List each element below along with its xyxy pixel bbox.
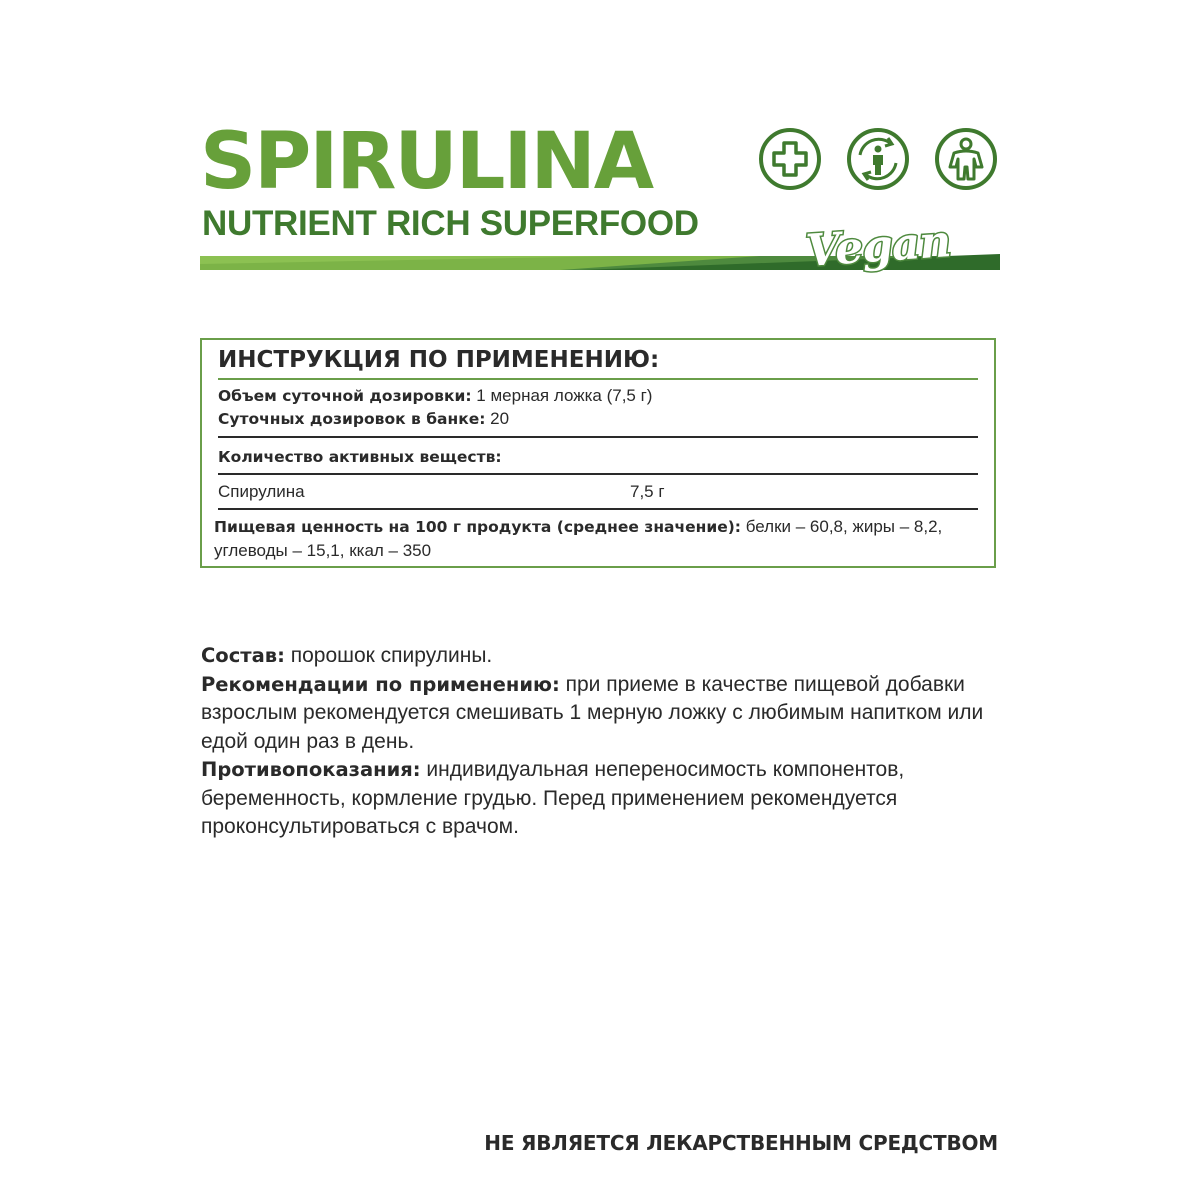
active-substances-line <box>218 446 502 468</box>
ingredients-value: порошок спирулины. <box>284 644 493 667</box>
contraindications-value: индивидуальная непереносимость компонентов, беременность, кормление грудью. Перед применением рекомендуется проконсультироваться с врачом. <box>201 758 905 838</box>
recommendations-value: при приеме в качестве пищевой добавки взрослым рекомендуется смешивать 1 мерную ложку с любимым напитком или едой один раз в день. <box>201 672 984 753</box>
product-subtitle: NUTRIENT RICH SUPERFOOD <box>202 204 699 243</box>
servings-label: Суточных дозировок в банке: <box>218 410 486 428</box>
daily-dose-line <box>218 385 652 407</box>
servings-line <box>218 408 509 430</box>
instructions-title: ИНСТРУКЦИЯ ПО ПРИМЕНЕНИЮ: <box>218 347 660 373</box>
active-item-name: Спирулина <box>218 482 305 501</box>
divider <box>218 378 978 380</box>
contraindications-paragraph <box>201 756 1001 842</box>
composition-section <box>201 642 1001 842</box>
divider <box>218 508 978 510</box>
product-title: SPIRULINA <box>200 117 653 207</box>
nutrition-value: белки – 60,8, жиры – 8,2, углеводы – 15,1, ккал – 350 <box>214 517 943 560</box>
daily-dose-label: Объем суточной дозировки: <box>218 387 472 405</box>
recommendations-paragraph <box>201 671 1001 757</box>
active-item-amount: 7,5 г <box>630 482 665 501</box>
active-substances-label: Количество активных веществ: <box>218 448 502 466</box>
daily-dose-value: 1 мерная ложка (7,5 г) <box>471 386 653 405</box>
nutrition-label: Пищевая ценность на 100 г продукта (среднее значение): <box>214 518 741 536</box>
medical-cross-icon <box>758 127 822 191</box>
recommendations-label: Рекомендации по применению: <box>201 672 560 696</box>
vegan-badge: Vegan <box>804 216 952 277</box>
contraindications-label: Противопоказания: <box>201 758 421 781</box>
divider <box>218 473 978 475</box>
disclaimer: НЕ ЯВЛЯЕТСЯ ЛЕКАРСТВЕННЫМ СРЕДСТВОМ <box>484 1131 998 1155</box>
divider <box>218 436 978 438</box>
servings-value: 20 <box>485 409 510 428</box>
person-cycle-icon <box>846 127 910 191</box>
person-silhouette-icon <box>934 127 998 191</box>
ingredients-label: Состав: <box>201 644 285 667</box>
nutrition-facts <box>214 515 984 563</box>
instructions-box <box>200 338 996 568</box>
ingredients-paragraph <box>201 642 1001 671</box>
